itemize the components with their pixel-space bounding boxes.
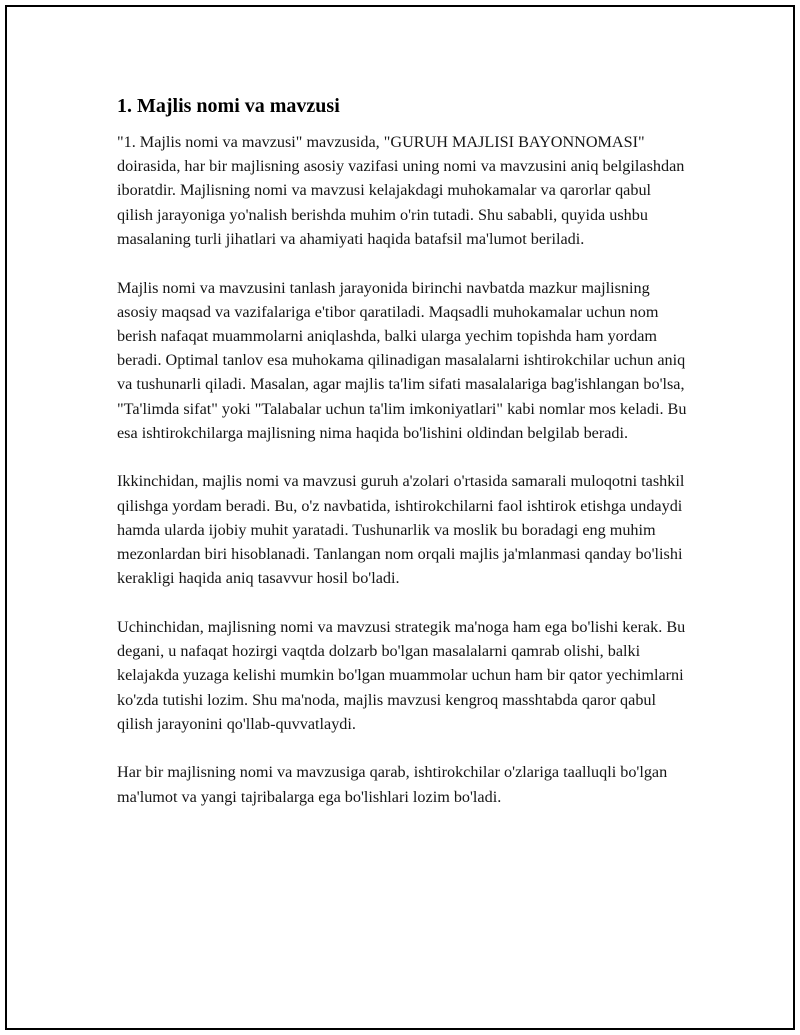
paragraph-strategic: Uchinchidan, majlisning nomi va mavzusi strategik ma'noga ham ega bo'lishi kerak. Bu degani, u nafaqat hozirgi vaqtda dolzarb bo'lgan masalalarni qamrab olishi, balki kelajakda yuzaga kelishi mumkin bo'lgan muammolar uchun ham bir qator yechimlarni ko'zda tutishi lozim. Shu ma'noda, majlis mavzusi kengroq masshtabda qaror qabul qilish jarayonini qo'llab-quvvatlaydi.: [117, 617, 686, 733]
paragraph-intro: "1. Majlis nomi va mavzusi" mavzusida, "GURUH MAJLISI BAYONNOMASI" doirasida, har bir majlisning asosiy vazifasi uning nomi va mavzusini aniq belgilashdan iboratdir. Majlisning nomi va mavzusi kelajakdagi muhokamalar va qarorlar qabul qilish jarayoniga yo'nalish berishda muhim o'rin tutadi. Shu sababli, quyida ushbu masalaning turli jihatlari va ahamiyati haqida batafsil ma'lumot beriladi.: [117, 133, 685, 248]
document-body: [117, 92, 687, 833]
paragraph-selection: Majlis nomi va mavzusini tanlash jarayonida birinchi navbatda mazkur majlisning asosiy maqsad va vazifalariga e'tibor qaratiladi. Maqsadli muhokamalar uchun nom berish nafaqat muammolarni aniqlashda, balki ularga yechim topishda ham yordam beradi. Optimal tanlov esa muhokama qilinadigan masalalarni ishtirokchilar uchun aniq va tushunarli qiladi. Masalan, agar majlis ta'lim sifati masalalariga bag'ishlangan bo'lsa, "Ta'limda sifat" yoki "Talabalar uchun ta'lim imkoniyatlari" kabi nomlar mos keladi. Bu esa ishtirokchilarga majlisning nima haqida bo'lishini oldindan belgilab beradi.: [117, 278, 687, 442]
paragraph-communication: Ikkinchidan, majlis nomi va mavzusi guruh a'zolari o'rtasida samarali muloqotni tashkil qilishga yordam beradi. Bu, o'z navbatida, ishtirokchilarni faol ishtirok etishga undaydi hamda ularda ijobiy muhit yaratadi. Tushunarlik va moslik bu boradagi eng muhim mezonlardan biri hisoblanadi. Tanlangan nom orqali majlis ja'mlanmasi qanday bo'lishi kerakligi haqida aniq tasavvur hosil bo'ladi.: [117, 472, 685, 588]
section-heading: 1. Majlis nomi va mavzusi: [117, 95, 340, 117]
paragraph-conclusion: Har bir majlisning nomi va mavzusiga qarab, ishtirokchilar o'zlariga taalluqli bo'lgan ma'lumot va yangi tajribalarga ega bo'lishlari lozim bo'ladi.: [117, 763, 668, 806]
